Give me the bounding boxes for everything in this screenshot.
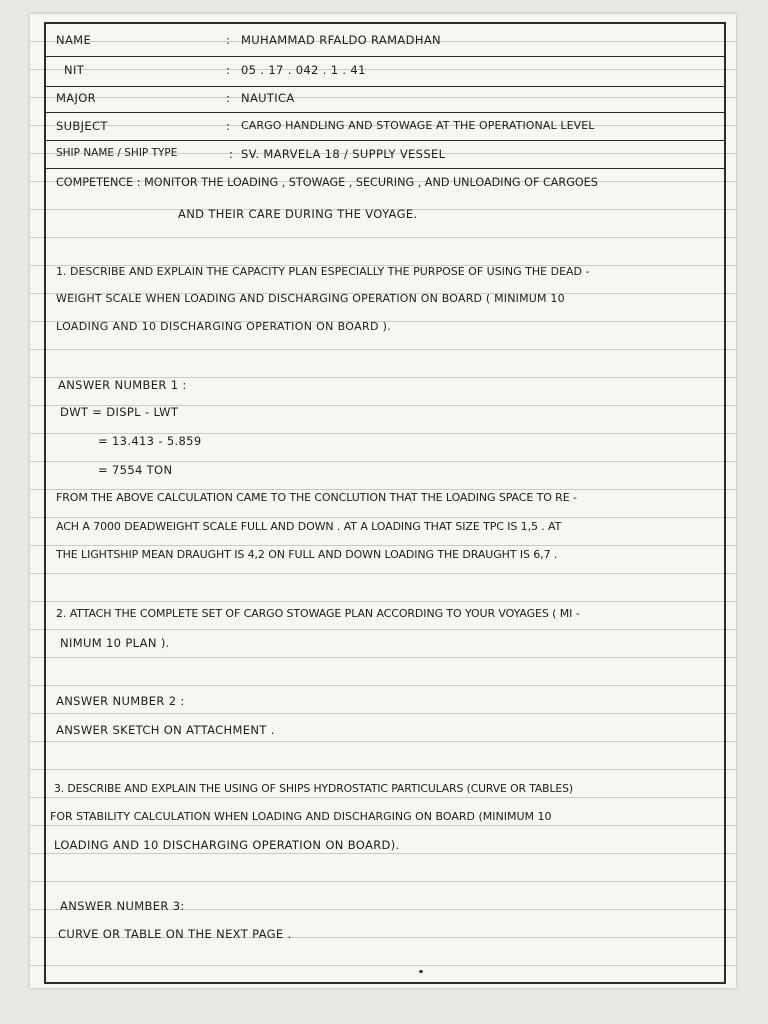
answer-1-line: FROM THE ABOVE CALCULATION CAME TO THE CONCLUTION THAT THE LOADING SPACE TO RE - [56, 491, 577, 504]
header-value-subject: CARGO HANDLING AND STOWAGE AT THE OPERATIONAL LEVEL [241, 119, 595, 132]
question-3-line: LOADING AND 10 DISCHARGING OPERATION ON BOARD). [54, 838, 400, 852]
header-value-ship: SV. MARVELA 18 / SUPPLY VESSEL [241, 147, 446, 161]
header-divider [46, 168, 724, 169]
answer-1-calc: = 13.413 - 5.859 [98, 434, 202, 448]
answer-3-text: CURVE OR TABLE ON THE NEXT PAGE . [58, 927, 292, 941]
question-3-line: FOR STABILITY CALCULATION WHEN LOADING AND DISCHARGING ON BOARD (MINIMUM 10 [50, 810, 552, 823]
answer-1-line: ACH A 7000 DEADWEIGHT SCALE FULL AND DOWN . AT A LOADING THAT SIZE TPC IS 1,5 . AT [56, 520, 562, 533]
question-2-line: NIMUM 10 PLAN ). [60, 636, 170, 650]
answer-2-heading: ANSWER NUMBER 2 : [56, 694, 185, 708]
header-colon: : [229, 147, 234, 161]
question-1-line: LOADING AND 10 DISCHARGING OPERATION ON BOARD ). [56, 320, 392, 333]
answer-1-calc: = 7554 TON [98, 463, 173, 477]
answer-3-heading: ANSWER NUMBER 3: [60, 899, 185, 913]
question-2-line: 2. ATTACH THE COMPLETE SET OF CARGO STOWAGE PLAN ACCORDING TO YOUR VOYAGES ( MI - [56, 607, 580, 620]
header-value-nit: 05 . 17 . 042 . 1 . 41 [241, 63, 366, 77]
answer-2-text: ANSWER SKETCH ON ATTACHMENT . [56, 723, 275, 737]
header-divider [46, 140, 724, 141]
header-value-name: MUHAMMAD RFALDO RAMADHAN [241, 33, 442, 47]
header-label-nit: NIT [64, 63, 85, 77]
answer-sheet-frame [44, 22, 726, 984]
competence-line: COMPETENCE : MONITOR THE LOADING , STOWAGE , SECURING , AND UNLOADING OF CARGOES [56, 176, 598, 189]
answer-1-line: THE LIGHTSHIP MEAN DRAUGHT IS 4,2 ON FULL AND DOWN LOADING THE DRAUGHT IS 6,7 . [56, 548, 558, 561]
header-divider [46, 86, 724, 87]
answer-1-heading: ANSWER NUMBER 1 : [58, 378, 187, 392]
ink-dot [419, 970, 423, 973]
competence-line: AND THEIR CARE DURING THE VOYAGE. [178, 207, 418, 221]
answer-1-calc: DWT = DISPL - LWT [60, 405, 179, 419]
header-label-name: NAME [56, 33, 92, 47]
header-divider [46, 56, 724, 57]
header-label-ship: SHIP NAME / SHIP TYPE [56, 147, 178, 159]
header-value-major: NAUTICA [241, 91, 295, 105]
header-colon: : [226, 91, 231, 105]
question-1-line: WEIGHT SCALE WHEN LOADING AND DISCHARGING OPERATION ON BOARD ( MINIMUM 10 [56, 292, 565, 305]
header-colon: : [226, 63, 231, 77]
header-divider [46, 112, 724, 113]
header-label-major: MAJOR [56, 91, 96, 105]
question-1-line: 1. DESCRIBE AND EXPLAIN THE CAPACITY PLAN ESPECIALLY THE PURPOSE OF USING THE DEAD - [56, 265, 590, 278]
header-colon: : [226, 119, 231, 133]
notebook-page [30, 14, 736, 988]
header-colon: : [226, 33, 231, 47]
header-label-subject: SUBJECT [56, 119, 108, 133]
question-3-line: 3. DESCRIBE AND EXPLAIN THE USING OF SHIPS HYDROSTATIC PARTICULARS (CURVE OR TABLES) [54, 782, 573, 795]
